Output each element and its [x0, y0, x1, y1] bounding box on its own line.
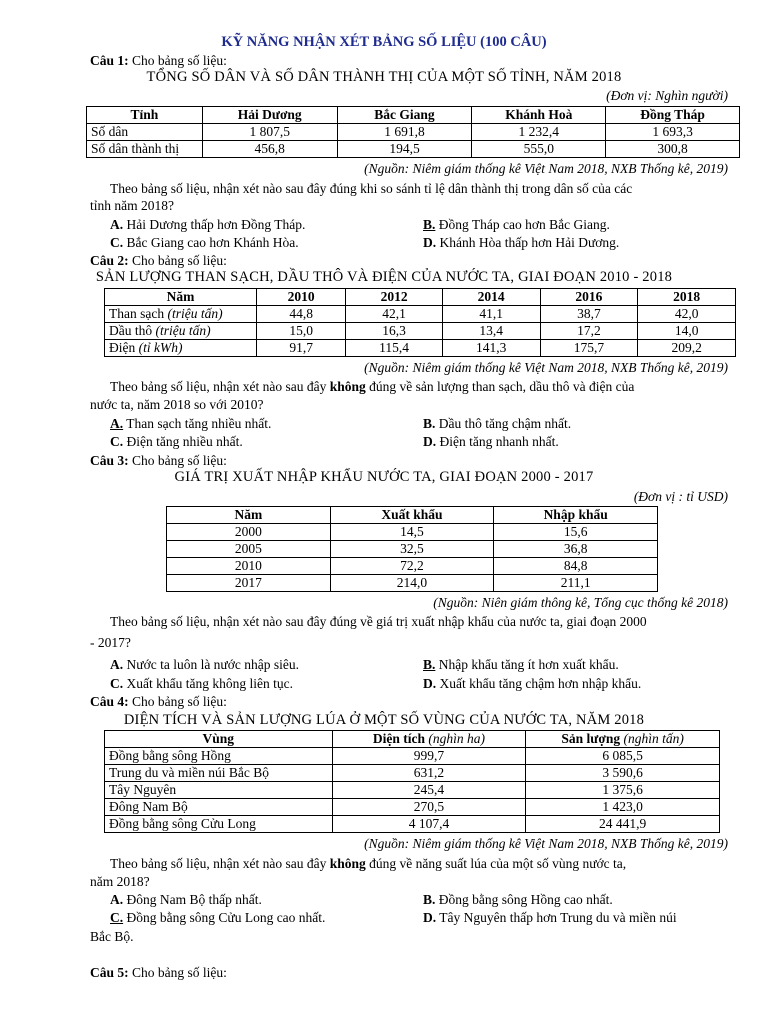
question-2-option-c[interactable]: C. Điện tăng nhiều nhất. — [110, 434, 243, 449]
table-cell: 84,8 — [494, 558, 658, 575]
question-4-text-line-2: năm 2018? — [90, 874, 150, 889]
question-4-text-line-1: Theo bảng số liệu, nhận xét nào sau đây không đúng về năng suất lúa của một số vùng nước ta, — [110, 856, 627, 871]
question-3-header — [90, 452, 227, 470]
table-header-row — [87, 107, 740, 124]
question-3-table — [166, 506, 658, 592]
question-1-label: Câu 1: — [90, 53, 129, 68]
question-3-given: Cho bảng số liệu: — [132, 453, 227, 468]
question-2-source: (Nguồn: Niêm giám thống kê Việt Nam 2018, NXB Thống kê, 2019) — [364, 360, 728, 375]
table-cell: 456,8 — [202, 141, 337, 158]
table-cell: Than sạch (triệu tấn) — [105, 306, 257, 323]
question-2-option-b[interactable]: B. Dầu thô tăng chậm nhất. — [423, 416, 572, 431]
table-cell: 1 423,0 — [526, 799, 720, 816]
table-row — [105, 748, 720, 765]
table-cell: 42,1 — [346, 306, 442, 323]
question-3-text-line-2: - 2017? — [90, 635, 131, 650]
question-1-header — [90, 52, 227, 70]
table-row — [87, 141, 740, 158]
question-1-table — [86, 106, 740, 158]
table-cell: Đồng bằng sông Hồng — [105, 748, 333, 765]
table-row — [105, 323, 736, 340]
table-cell: 245,4 — [332, 782, 526, 799]
table-cell: 24 441,9 — [526, 816, 720, 833]
table-cell: Điện (tỉ kWh) — [105, 340, 257, 357]
table-cell: Tây Nguyên — [105, 782, 333, 799]
question-5-given: Cho bảng số liệu: — [132, 965, 227, 980]
table-cell: 999,7 — [332, 748, 526, 765]
question-1-table-title: TỔNG SỐ DÂN VÀ SỐ DÂN THÀNH THỊ CỦA MỘT SỐ TỈNH, NĂM 2018 — [146, 69, 622, 85]
table-cell: 44,8 — [257, 306, 346, 323]
table-cell: 270,5 — [332, 799, 526, 816]
question-4-table-title: DIỆN TÍCH VÀ SẢN LƯỢNG LÚA Ở MỘT SỐ VÙNG CỦA NƯỚC TA, NĂM 2018 — [123, 712, 645, 728]
question-4-given: Cho bảng số liệu: — [132, 694, 227, 709]
table-cell: 14,0 — [638, 323, 736, 340]
table-row — [167, 575, 658, 592]
table-header-cell: 2010 — [257, 289, 346, 306]
table-cell: 1 691,8 — [337, 124, 472, 141]
table-cell: 15,6 — [494, 524, 658, 541]
table-row — [105, 765, 720, 782]
table-cell: Đồng bằng sông Cửu Long — [105, 816, 333, 833]
table-header-cell: Nhập khẩu — [494, 507, 658, 524]
question-1-source: (Nguồn: Niêm giám thống kê Việt Nam 2018, NXB Thống kê, 2019) — [364, 161, 728, 176]
table-cell: 41,1 — [442, 306, 540, 323]
table-cell: 2000 — [167, 524, 331, 541]
question-1-option-d[interactable]: D. Khánh Hòa thấp hơn Hải Dương. — [423, 235, 620, 250]
question-1-given: Cho bảng số liệu: — [132, 53, 227, 68]
table-cell: 214,0 — [330, 575, 494, 592]
table-cell: Trung du và miền núi Bắc Bộ — [105, 765, 333, 782]
question-4-source: (Nguồn: Niêm giám thống kê Việt Nam 2018, NXB Thống kê, 2019) — [364, 836, 728, 851]
table-cell: 3 590,6 — [526, 765, 720, 782]
table-header-cell: Tỉnh — [87, 107, 203, 124]
question-2-label: Câu 2: — [90, 253, 129, 268]
table-row — [167, 558, 658, 575]
table-cell: 194,5 — [337, 141, 472, 158]
table-row — [167, 524, 658, 541]
table-cell: 42,0 — [638, 306, 736, 323]
question-2-table — [104, 288, 736, 357]
table-cell: 4 107,4 — [332, 816, 526, 833]
question-1-option-a[interactable]: A. Hải Dương thấp hơn Đồng Tháp. — [110, 217, 306, 232]
table-header-cell: Xuất khẩu — [330, 507, 494, 524]
table-cell: 1 232,4 — [472, 124, 606, 141]
question-1-option-c[interactable]: C. Bắc Giang cao hơn Khánh Hòa. — [110, 235, 299, 250]
table-header-cell: Khánh Hoà — [472, 107, 606, 124]
question-3-option-a[interactable]: A. Nước ta luôn là nước nhập siêu. — [110, 657, 299, 672]
table-header-cell: 2016 — [540, 289, 638, 306]
question-1-unit: (Đơn vị: Nghìn người) — [606, 88, 728, 103]
table-cell: 32,5 — [330, 541, 494, 558]
table-cell: 14,5 — [330, 524, 494, 541]
table-row — [105, 799, 720, 816]
table-header-row — [167, 507, 658, 524]
table-header-row — [105, 731, 720, 748]
question-4-option-d-wrap: Bắc Bộ. — [90, 929, 134, 944]
table-row — [105, 782, 720, 799]
question-2-given: Cho bảng số liệu: — [132, 253, 227, 268]
question-2-header — [90, 252, 227, 270]
table-cell: 141,3 — [442, 340, 540, 357]
table-cell: 15,0 — [257, 323, 346, 340]
question-5-header — [90, 964, 227, 982]
table-cell: 115,4 — [346, 340, 442, 357]
table-cell: 2005 — [167, 541, 331, 558]
table-row — [87, 124, 740, 141]
question-4-option-a[interactable]: A. Đông Nam Bộ thấp nhất. — [110, 892, 262, 907]
question-3-source: (Nguồn: Niên giám thông kê, Tổng cục thống kê 2018) — [433, 595, 728, 610]
table-cell: 72,2 — [330, 558, 494, 575]
table-cell: Số dân — [87, 124, 203, 141]
table-header-cell: 2014 — [442, 289, 540, 306]
question-3-option-c[interactable]: C. Xuất khẩu tăng không liên tục. — [110, 676, 293, 691]
table-cell: 38,7 — [540, 306, 638, 323]
question-4-option-d[interactable]: D. Tây Nguyên thấp hơn Trung du và miền núi — [423, 910, 677, 925]
table-row — [167, 541, 658, 558]
table-cell: 36,8 — [494, 541, 658, 558]
question-3-option-b[interactable]: B. Nhập khẩu tăng ít hơn xuất khẩu. — [423, 657, 619, 672]
table-cell: 13,4 — [442, 323, 540, 340]
table-cell: Đông Nam Bộ — [105, 799, 333, 816]
table-cell: 6 085,5 — [526, 748, 720, 765]
table-header-cell: 2018 — [638, 289, 736, 306]
table-header-cell: Diện tích (nghìn ha) — [332, 731, 526, 748]
question-4-option-c[interactable]: C. Đồng bằng sông Cửu Long cao nhất. — [110, 910, 326, 925]
table-cell: Dầu thô (triệu tấn) — [105, 323, 257, 340]
question-3-table-title: GIÁ TRỊ XUẤT NHẬP KHẨU NƯỚC TA, GIAI ĐOẠN 2000 - 2017 — [174, 469, 594, 485]
table-cell: 91,7 — [257, 340, 346, 357]
table-cell: 300,8 — [606, 141, 740, 158]
table-header-cell: Bắc Giang — [337, 107, 472, 124]
table-cell: 631,2 — [332, 765, 526, 782]
question-3-option-d[interactable]: D. Xuất khẩu tăng chậm hơn nhập khẩu. — [423, 676, 642, 691]
table-cell: 211,1 — [494, 575, 658, 592]
question-3-label: Câu 3: — [90, 453, 129, 468]
question-4-option-b[interactable]: B. Đồng bằng sông Hồng cao nhất. — [423, 892, 613, 907]
table-row — [105, 306, 736, 323]
table-cell: 1 693,3 — [606, 124, 740, 141]
table-header-cell: Sản lượng (nghìn tấn) — [526, 731, 720, 748]
table-cell: 1 375,6 — [526, 782, 720, 799]
question-3-text-line-1: Theo bảng số liệu, nhận xét nào sau đây đúng về giá trị xuất nhập khẩu của nước ta, giai đoạn 2000 — [110, 614, 647, 629]
table-header-cell: Hải Dương — [202, 107, 337, 124]
question-4-header — [90, 693, 227, 711]
document-title: KỸ NĂNG NHẬN XÉT BẢNG SỐ LIỆU (100 CÂU) — [221, 34, 547, 50]
table-header-cell: 2012 — [346, 289, 442, 306]
table-header-cell: Vùng — [105, 731, 333, 748]
table-cell: 17,2 — [540, 323, 638, 340]
question-4-label: Câu 4: — [90, 694, 129, 709]
question-1-option-b[interactable]: B. Đồng Tháp cao hơn Bắc Giang. — [423, 217, 610, 232]
question-2-table-title: SẢN LƯỢNG THAN SẠCH, DẦU THÔ VÀ ĐIỆN CỦA NƯỚC TA, GIAI ĐOẠN 2010 - 2018 — [95, 269, 673, 285]
table-cell: Số dân thành thị — [87, 141, 203, 158]
table-cell: 2017 — [167, 575, 331, 592]
question-2-option-d[interactable]: D. Điện tăng nhanh nhất. — [423, 434, 559, 449]
table-cell: 2010 — [167, 558, 331, 575]
table-cell: 175,7 — [540, 340, 638, 357]
question-2-option-a[interactable]: A. Than sạch tăng nhiều nhất. — [110, 416, 272, 431]
table-header-cell: Năm — [167, 507, 331, 524]
question-2-text-line-1: Theo bảng số liệu, nhận xét nào sau đây không đúng về sản lượng than sạch, dầu thô và điện của — [110, 379, 635, 394]
question-2-text-line-2: nước ta, năm 2018 so với 2010? — [90, 397, 264, 412]
question-5-label: Câu 5: — [90, 965, 129, 980]
table-row — [105, 340, 736, 357]
question-1-text-line-2: tỉnh năm 2018? — [90, 198, 174, 213]
table-cell: 209,2 — [638, 340, 736, 357]
table-header-cell: Đồng Tháp — [606, 107, 740, 124]
question-3-unit: (Đơn vị : tỉ USD) — [633, 489, 728, 504]
table-header-cell: Năm — [105, 289, 257, 306]
table-row — [105, 816, 720, 833]
table-cell: 555,0 — [472, 141, 606, 158]
table-cell: 16,3 — [346, 323, 442, 340]
question-4-table — [104, 730, 720, 833]
table-header-row — [105, 289, 736, 306]
table-cell: 1 807,5 — [202, 124, 337, 141]
question-1-text-line-1: Theo bảng số liệu, nhận xét nào sau đây đúng khi so sánh tỉ lệ dân thành thị trong dân số của các — [110, 181, 633, 196]
